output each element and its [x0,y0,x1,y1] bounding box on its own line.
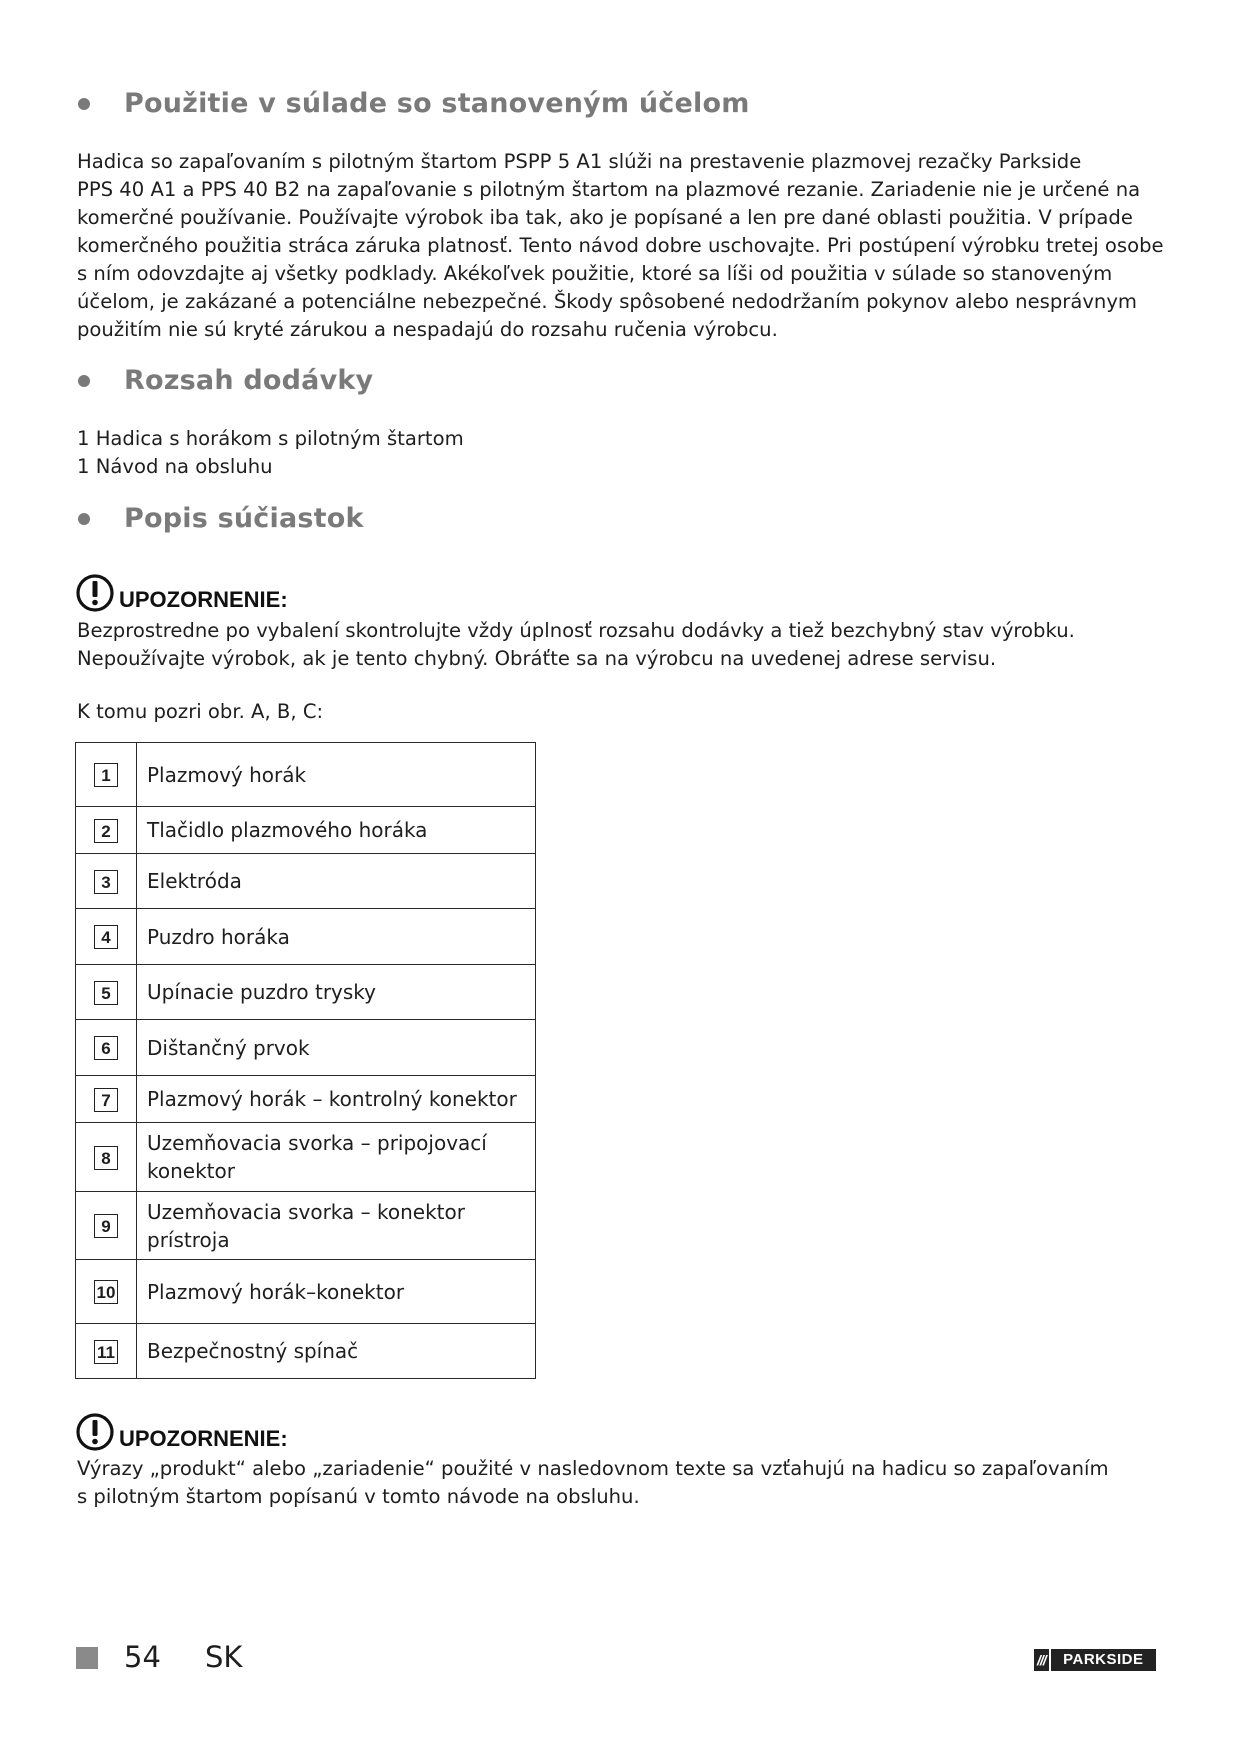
reference-text: K tomu pozri obr. A, B, C: [77,700,324,723]
language-code: SK [205,1640,243,1674]
part-number: 8 [94,1146,118,1170]
table-row [76,1192,536,1260]
page-number: 54 [124,1640,161,1674]
table-row [76,1260,536,1324]
part-number-cell [76,1260,137,1324]
table-row [76,965,536,1020]
part-number: 11 [94,1340,118,1364]
notice-heading [75,1412,288,1452]
part-description: Dištančný prvok [137,1020,536,1076]
bullet-dot [78,375,90,387]
part-number: 5 [94,981,118,1005]
part-number-cell [76,807,137,854]
part-number-cell [76,1076,137,1123]
section-title-text: Použitie v súlade so stanoveným účelom [124,88,750,119]
bullet-dot [78,513,90,525]
part-description: Plazmový horák–konektor [137,1260,536,1324]
part-number-cell [76,1192,137,1260]
parkside-logo [1034,1649,1156,1671]
table-row [76,854,536,909]
warning-exclamation-icon [75,1412,115,1452]
part-number: 10 [94,1280,119,1304]
logo-brand-text: PARKSIDE [1051,1649,1156,1671]
notice-heading [75,573,288,613]
paragraph-line: Nepoužívajte výrobok, ak je tento chybný. Obráťte sa na výrobcu na uvedenej adrese servisu. [77,647,997,670]
part-number-cell [76,1324,137,1379]
part-number-cell [76,965,137,1020]
notice-text [77,1455,1152,1511]
part-number: 6 [94,1036,118,1060]
warning-exclamation-icon [75,573,115,613]
figure-reference [77,698,1152,726]
footer-square-marker [76,1647,98,1669]
part-description: Puzdro horáka [137,909,536,965]
paragraph-line: s pilotným štartom popísanú v tomto návode na obsluhu. [77,1485,640,1508]
part-description: Plazmový horák [137,743,536,807]
list-item: 1 Hadica s horákom s pilotným štartom [77,427,464,450]
notice-title: UPOZORNENIE: [119,1426,288,1451]
part-number-cell [76,743,137,807]
parts-table [75,742,536,1379]
paragraph-line: Výrazy „produkt“ alebo „zariadenie“ použité v nasledovnom texte sa vzťahujú na hadicu so zapaľovaním [77,1457,1109,1480]
table-row [76,1076,536,1123]
part-number: 7 [94,1088,118,1112]
paragraph-line: komerčného použitia stráca záruka platnosť. Tento návod dobre uschovajte. Pri postúpení výrobku tretej osobe [77,234,1164,257]
table-row [76,743,536,807]
table-row [76,909,536,965]
section-title-intended-use [78,88,750,119]
section-title-text: Rozsah dodávky [124,365,374,396]
part-number: 1 [94,763,118,787]
part-number-cell [76,1020,137,1076]
paragraph-line: s ním odovzdajte aj všetky podklady. Akékoľvek použitie, ktoré sa líši od použitia v súlade so stanoveným [77,262,1113,285]
bullet-dot [78,98,90,110]
paragraph-line: účelom, je zakázané a potenciálne nebezpečné. Škody spôsobené nedodržaním pokynov alebo nesprávnym [77,290,1138,313]
part-number: 4 [94,925,118,949]
part-description: Uzemňovacia svorka – konektor prístroja [137,1192,536,1260]
paragraph-line: PPS 40 A1 a PPS 40 B2 na zapaľovanie s pilotným štartom na plazmové rezanie. Zariadenie nie je určené na [77,178,1141,201]
paragraph-line: komerčné používanie. Používajte výrobok iba tak, ako je popísané a len pre dané oblasti použitia. V prípade [77,206,1133,229]
part-number: 2 [94,819,118,843]
table-row [76,1020,536,1076]
part-description: Elektróda [137,854,536,909]
part-description: Uzemňovacia svorka – pripojovací konektor [137,1123,536,1192]
table-row [76,1324,536,1379]
part-number: 3 [94,870,118,894]
part-number-cell [76,909,137,965]
section-title-text: Popis súčiastok [124,503,364,534]
logo-slashes: /// [1034,1649,1049,1671]
notice-title: UPOZORNENIE: [119,587,288,612]
part-description: Plazmový horák – kontrolný konektor [137,1076,536,1123]
part-number-cell [76,1123,137,1192]
table-row [76,807,536,854]
part-description: Upínacie puzdro trysky [137,965,536,1020]
part-description: Tlačidlo plazmového horáka [137,807,536,854]
paragraph-line: použitím nie sú kryté zárukou a nespadajú do rozsahu ručenia výrobcu. [77,318,778,341]
section-title-parts [78,503,364,534]
part-number-cell [76,854,137,909]
notice-text [77,617,1152,673]
delivery-list [77,425,1152,481]
list-item: 1 Návod na obsluhu [77,455,273,478]
part-description: Bezpečnostný spínač [137,1324,536,1379]
intended-use-paragraph [77,148,1164,344]
paragraph-line: Bezprostredne po vybalení skontrolujte vždy úplnosť rozsahu dodávky a tiež bezchybný stav výrobku. [77,619,1075,642]
section-title-delivery [78,365,373,396]
table-row [76,1123,536,1192]
part-number: 9 [94,1214,118,1238]
paragraph-line: Hadica so zapaľovaním s pilotným štartom PSPP 5 A1 slúži na prestavenie plazmovej rezačky Parkside [77,150,1082,173]
